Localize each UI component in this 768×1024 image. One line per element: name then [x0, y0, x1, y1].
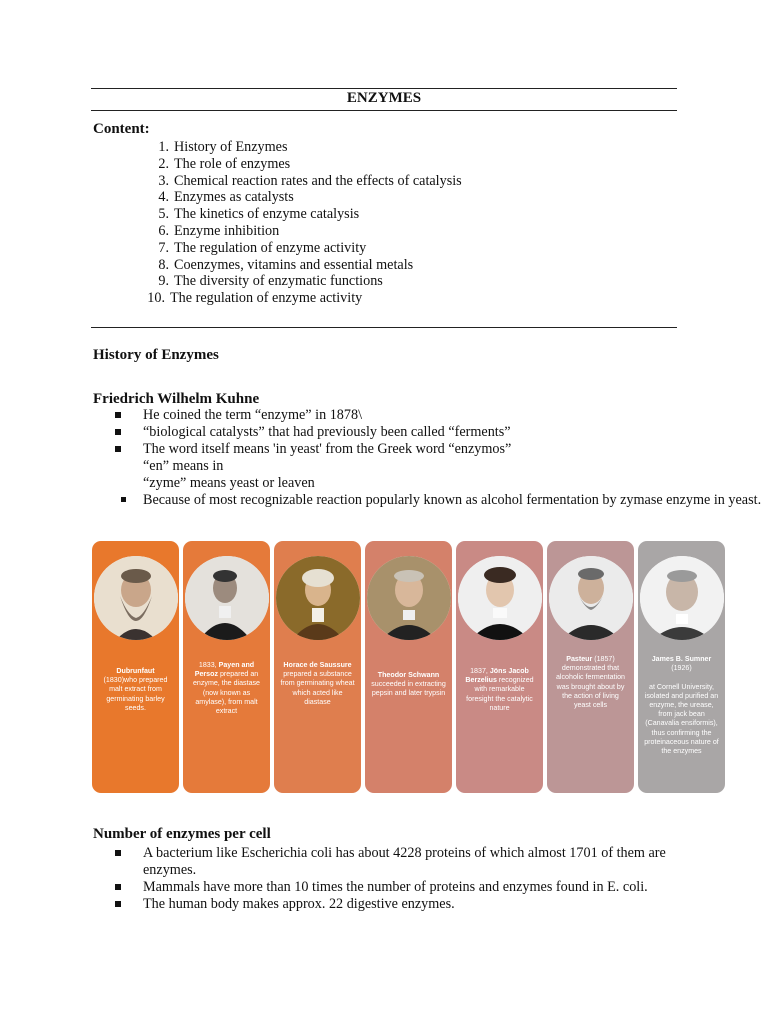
list-item: Because of most recognizable reaction popularly known as alcohol fermentation by zymase enzyme in yeast. — [115, 492, 761, 509]
timeline-caption: Horace de Saussure prepared a substance from germinating wheat which acted like diastase — [280, 661, 355, 706]
timeline-card-sumner — [638, 541, 725, 793]
timeline-caption: Theodor Schwann succeeded in extracting pepsin and later trypsin — [371, 671, 446, 698]
bullet-icon — [121, 497, 126, 502]
bullet-icon — [115, 884, 121, 890]
timeline-caption: Dubrunfaut (1830)who prepared malt extract from germinating barley seeds. — [103, 667, 168, 712]
bullet-icon — [115, 850, 121, 856]
portrait-image — [185, 556, 269, 640]
section-divider — [91, 327, 677, 328]
portrait-image — [458, 556, 542, 640]
toc-item: 9. The diversity of enzymatic functions — [158, 273, 383, 290]
list-item: Mammals have more than 10 times the number of proteins and enzymes found in E. coli. — [115, 879, 677, 896]
toc-item: 4. Enzymes as catalysts — [158, 189, 294, 206]
enzyme-count-heading: Number of enzymes per cell — [93, 826, 271, 842]
portrait-image — [94, 556, 178, 640]
timeline-caption: 1833, Payen and Persoz prepared an enzyme, the diastase (now known as amylase), from malt extract — [192, 661, 261, 716]
document-title: ENZYMES — [346, 90, 422, 106]
kuhne-heading: Friedrich Wilhelm Kuhne — [93, 391, 260, 407]
enzyme-history-timeline — [92, 541, 722, 793]
portrait-image — [640, 556, 724, 640]
toc-item: 5. The kinetics of enzyme catalysis — [158, 206, 360, 223]
sub-line: “zyme” means yeast or leaven — [143, 475, 315, 491]
toc-item: 6. Enzyme inhibition — [158, 222, 280, 239]
list-item: The word itself means 'in yeast' from the Greek word “enzymos” “en” means in “zyme” means yeast or leaven — [115, 441, 761, 492]
sub-line: “en” means in — [143, 458, 224, 474]
toc-item: 7. The regulation of enzyme activity — [158, 239, 367, 256]
title-underline — [91, 110, 677, 111]
timeline-card-pasteur — [547, 541, 634, 793]
toc-item: 3. Chemical reaction rates and the effects of catalysis — [158, 172, 462, 189]
top-rule — [91, 88, 677, 89]
enzyme-count-list — [115, 845, 677, 913]
table-of-contents — [142, 139, 462, 307]
bullet-icon — [115, 429, 121, 435]
timeline-card-dubrunfaut — [92, 541, 179, 793]
portrait-image — [549, 556, 633, 640]
timeline-card-berzelius — [456, 541, 543, 793]
kuhne-bullet-list — [115, 407, 761, 509]
bullet-icon — [115, 901, 121, 907]
bullet-icon — [115, 412, 121, 418]
list-item: He coined the term “enzyme” in 1878\ — [115, 407, 761, 424]
timeline-card-de-saussure — [274, 541, 361, 793]
timeline-card-payen-persoz — [183, 541, 270, 793]
toc-item: 10. The regulation of enzyme activity — [147, 290, 363, 307]
toc-item: 2. The role of enzymes — [158, 155, 291, 172]
timeline-caption: 1837, Jöns Jacob Berzelius recognized with remarkable foresight the catalytic nature — [465, 667, 534, 712]
list-item: The human body makes approx. 22 digestive enzymes. — [115, 896, 677, 913]
content-label: Content: — [93, 121, 150, 137]
portrait-image — [367, 556, 451, 640]
toc-item: 8. Coenzymes, vitamins and essential metals — [158, 256, 414, 273]
history-heading: History of Enzymes — [93, 347, 219, 363]
bullet-icon — [115, 446, 121, 452]
timeline-card-schwann — [365, 541, 452, 793]
timeline-caption: Pasteur (1857) demonstrated that alcoholic fermentation was brought about by the action of living yeast cells — [555, 655, 625, 710]
timeline-caption: James B. Sumner (1926) at Cornell University, isolated and purified an enzyme, the urease, from jack bean (Canavalia ensiformis), thus confirming the proteinaceous nature of the enzymes — [644, 655, 719, 756]
toc-item: 1. History of Enzymes — [158, 139, 288, 155]
portrait-image — [276, 556, 360, 640]
list-item: A bacterium like Escherichia coli has about 4228 proteins of which almost 1701 of them are enzymes. — [115, 845, 677, 879]
list-item: “biological catalysts” that had previously been called “ferments” — [115, 424, 761, 441]
